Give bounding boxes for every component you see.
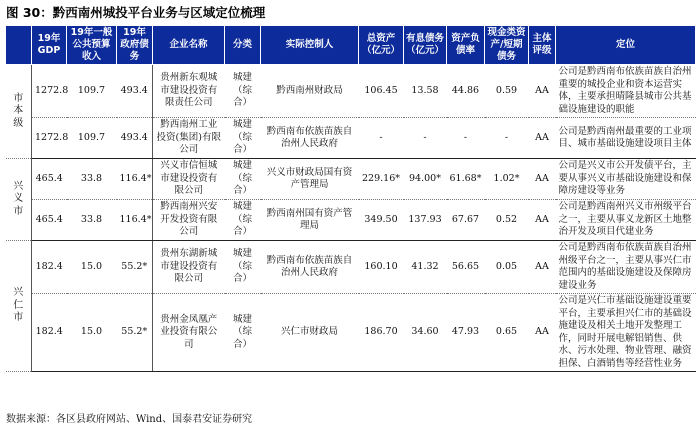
budget-cell: 109.7	[67, 65, 117, 118]
positioning-cell: 公司是黔西南州最重要的工业项目、城市基础设施建设项目主体	[556, 118, 696, 159]
header-cash-ratio: 现金类资产/短期债务	[485, 26, 529, 65]
rating-cell: AA	[529, 65, 556, 118]
table-row	[6, 159, 696, 200]
rating-cell: AA	[529, 294, 556, 372]
controller-cell: 黔西南州财政局	[261, 65, 359, 118]
cash-ratio-cell: 0.05	[485, 241, 529, 294]
cash-ratio-cell: 1.02*	[485, 159, 529, 200]
company-cell: 黔西南州工业投资(集团)有限公司	[153, 118, 225, 159]
positioning-cell: 公司是黔西南州兴义市州级平台之一，主要从事义龙新区土地整治开发及项目代建业务	[556, 200, 696, 241]
assets-cell: 186.70	[359, 294, 404, 372]
header-controller: 实际控制人	[261, 26, 359, 65]
gdp-cell: 465.4	[32, 200, 67, 241]
cash-ratio-cell: 0.59	[485, 65, 529, 118]
debt-cell: 55.2*	[117, 294, 153, 372]
debt-cell: 116.4*	[117, 159, 153, 200]
rating-cell: AA	[529, 159, 556, 200]
category-cell: 城建（综合）	[225, 159, 261, 200]
asset-liability-cell: 56.65	[447, 241, 485, 294]
budget-cell: 15.0	[67, 241, 117, 294]
gdp-cell: 465.4	[32, 159, 67, 200]
asset-liability-cell: 47.93	[447, 294, 485, 372]
header-asset-liability: 资产负债率	[447, 26, 485, 65]
rating-cell: AA	[529, 241, 556, 294]
category-cell: 城建（综合）	[225, 118, 261, 159]
table-row	[6, 65, 696, 118]
positioning-cell: 公司是兴仁市基础设施建设重要平台，主要承担兴仁市的基础设施建设及相关土地开发整理工作，同时开展电解铝销售、供水、污水处理、物业管理、融资担保、白酒销售等经营性业务	[556, 294, 696, 372]
budget-cell: 33.8	[67, 200, 117, 241]
header-assets: 总资产（亿元）	[359, 26, 404, 65]
debt-cell: 493.4	[117, 65, 153, 118]
interest-debt-cell: 13.58	[404, 65, 447, 118]
interest-debt-cell: 137.93	[404, 200, 447, 241]
company-cell: 贵州金凤凰产业投资有限公司	[153, 294, 225, 372]
interest-debt-cell: -	[404, 118, 447, 159]
assets-cell: 229.16*	[359, 159, 404, 200]
controller-cell: 黔西南布依族苗族自治州人民政府	[261, 241, 359, 294]
controller-cell: 黔西南布依族苗族自治州人民政府	[261, 118, 359, 159]
category-cell: 城建（综合）	[225, 294, 261, 372]
company-cell: 黔西南州兴安开发投资有限公司	[153, 200, 225, 241]
company-cell: 贵州新东观城市建设投资有限责任公司	[153, 65, 225, 118]
asset-liability-cell: 61.68*	[447, 159, 485, 200]
asset-liability-cell: -	[447, 118, 485, 159]
table-row	[6, 118, 696, 159]
data-source-note: 数据来源：各区县政府网站、Wind、国泰君安证券研究	[6, 414, 253, 425]
interest-debt-cell: 41.32	[404, 241, 447, 294]
company-cell: 兴义市信恒城市建设投资有限公司	[153, 159, 225, 200]
asset-liability-cell: 44.86	[447, 65, 485, 118]
category-cell: 城建（综合）	[225, 65, 261, 118]
rating-cell: AA	[529, 118, 556, 159]
budget-cell: 109.7	[67, 118, 117, 159]
gdp-cell: 1272.8	[32, 65, 67, 118]
table-row	[6, 200, 696, 241]
assets-cell: -	[359, 118, 404, 159]
controller-cell: 兴义市财政局国有资产管理局	[261, 159, 359, 200]
positioning-cell: 公司是黔西南布依族苗族自治州州级平台之一，主要从事兴仁市范围内的基础设施建设及保障房建设业务	[556, 241, 696, 294]
budget-cell: 15.0	[67, 294, 117, 372]
debt-cell: 493.4	[117, 118, 153, 159]
gdp-cell: 182.4	[32, 241, 67, 294]
header-interest-debt: 有息债务（亿元）	[404, 26, 447, 65]
table-row	[6, 294, 696, 372]
company-cell: 贵州东湖新城市建设投资有限公司	[153, 241, 225, 294]
region-cell: 市本级	[6, 65, 32, 159]
region-cell: 兴仁市	[6, 241, 32, 372]
category-cell: 城建（综合）	[225, 241, 261, 294]
interest-debt-cell: 94.00*	[404, 159, 447, 200]
debt-cell: 116.4*	[117, 200, 153, 241]
platform-table	[5, 25, 696, 372]
controller-cell: 黔西南州国有资产管理局	[261, 200, 359, 241]
cash-ratio-cell: 0.65	[485, 294, 529, 372]
controller-cell: 兴仁市财政局	[261, 294, 359, 372]
positioning-cell: 公司是兴义市公开发债平台，主要从事兴义市基础设施建设和保障房建设等业务	[556, 159, 696, 200]
header-row	[6, 26, 696, 65]
header-budget: 19年一般公共预算收入	[67, 26, 117, 65]
category-cell: 城建（综合）	[225, 200, 261, 241]
table-container	[5, 25, 695, 372]
assets-cell: 106.45	[359, 65, 404, 118]
header-gdp: 19年 GDP	[32, 26, 67, 65]
rating-cell: AA	[529, 200, 556, 241]
gdp-cell: 1272.8	[32, 118, 67, 159]
gdp-cell: 182.4	[32, 294, 67, 372]
budget-cell: 33.8	[67, 159, 117, 200]
header-debt: 19年政府债务	[117, 26, 153, 65]
interest-debt-cell: 34.60	[404, 294, 447, 372]
assets-cell: 160.10	[359, 241, 404, 294]
positioning-cell: 公司是黔西南布依族苗族自治州重要的城投企业和资本运营实体，主要承担晴隆县城市公共基础设施建设的职能	[556, 65, 696, 118]
region-cell: 兴义市	[6, 159, 32, 241]
header-positioning: 定位	[556, 26, 696, 65]
cash-ratio-cell: -	[485, 118, 529, 159]
table-row	[6, 241, 696, 294]
asset-liability-cell: 67.67	[447, 200, 485, 241]
header-category: 分类	[225, 26, 261, 65]
header-region	[6, 26, 32, 65]
assets-cell: 349.50	[359, 200, 404, 241]
header-company: 企业名称	[153, 26, 225, 65]
debt-cell: 55.2*	[117, 241, 153, 294]
header-rating: 主体评级	[529, 26, 556, 65]
cash-ratio-cell: 0.52	[485, 200, 529, 241]
figure-caption: 图 30：黔西南州城投平台业务与区域定位梳理	[6, 5, 266, 20]
